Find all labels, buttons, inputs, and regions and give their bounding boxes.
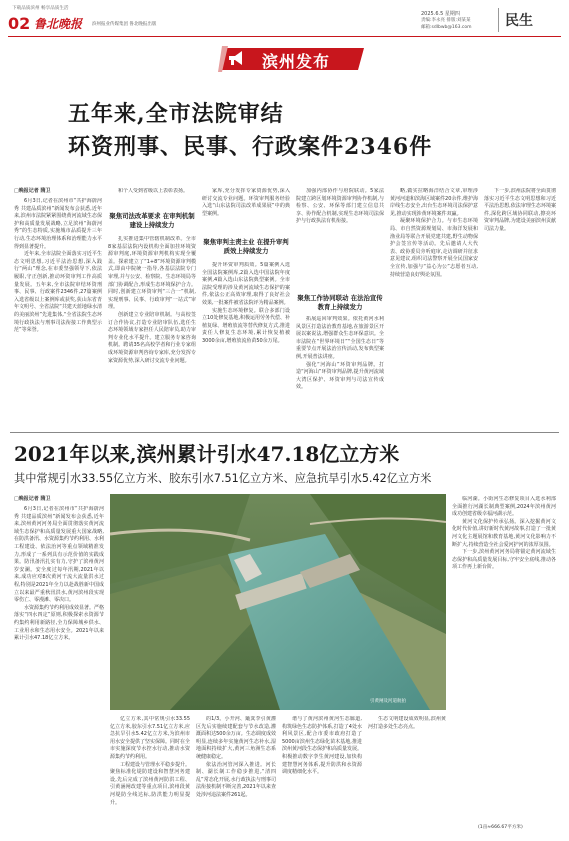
article2-col1-text2: 水资源集约节约利用成效显著。严格落实“四水四定”原则,积极探索水资源节约集约利用新路径,全力保障城乡供水、工业用水和生态用水安全。2021年以来累计引水47.18亿立方米。	[14, 604, 104, 642]
article2-subtitle: 其中常规引水33.55亿立方米、胶东引水7.51亿立方米、应急抗旱引水5.42亿立方米	[14, 472, 432, 485]
article1-subheading-3: 聚焦工作协同联动 在法治宣传教育上持续发力	[297, 294, 383, 311]
aerial-photo	[110, 494, 446, 710]
article2-col5-text: 临河湖。小街河生态修复项目入选水利部全面推行河湖长制典型案例,2024年滨州黄河成功创建省级幸福河湖示范。	[452, 496, 556, 518]
paper-name-logo: 鲁北晚报	[34, 17, 83, 31]
masthead-rule	[8, 36, 561, 37]
article1-lead2: 近年来,全市法院全面落实习近平生态文明思想,习近平法治思想,深入践行“两山”理念,在市委坚强领导下,依法履职,守正创新,推动环资审判工作高质量发展。五年来,全市法院审结环资刑事、民事、行政案件2346件,27篇案例入选省级以上案例库或获奖,获山东省青年文明号、全省法院“共建天蓝地绿水清的美丽滨州”先进集体,“全省法院生态环境行政执法与刑事司法衔接工作典型示范”等荣誉。	[14, 251, 102, 334]
article2-title: 2021年以来,滨州累计引水47.18亿立方米	[14, 442, 400, 466]
editor-line: 责编:李永亮 排版:刘某某	[421, 18, 471, 23]
footnote: (1亩≈666.67平方米)	[478, 825, 523, 830]
article1-column-3	[202, 188, 290, 238]
publisher-info: 滨州报业传媒集团 鲁北晚报出版	[92, 22, 157, 27]
article1-column-6	[484, 188, 556, 428]
article2-col4-text: 谐与了黄河滨州黄河生态廊道,构筑绿色生态防护体系,打造了4处水利风景区,配合市委市政府打造了5000亩滨州生态绿化苗木基地,推进滨州黄河段生态保护和高质量发展。积极推动数字孪生黄河建设,加快构建智慧河务体系,提升防洪和水资源调度精细化水平。	[282, 716, 362, 776]
article1-byline: □晚报记者 隋卫	[14, 188, 51, 194]
article2-column-1	[14, 506, 104, 828]
article2-column-2	[110, 716, 190, 828]
banner-label: 滨州发布	[262, 52, 331, 71]
article1-col4-text2: 拓展巡回审判效果。依托黄河水利风景区打造法治教育基地,在旅游景区开展以案说法,增强群众生态环保意识。全市法院在“世界环境日”“全国生态日”等重要节点开展法治宣传活动,发布典型案例,开展普法讲座。	[296, 316, 384, 360]
article1-column-4b	[296, 316, 384, 428]
article1-subheading-2: 聚焦审判主责主业 在提升审判质效上持续发力	[203, 238, 289, 255]
section-divider	[498, 8, 499, 32]
article2-column-6	[452, 496, 556, 822]
masthead-tagline: 下载品质滨州 畅享品质生活	[12, 6, 69, 11]
megaphone-icon	[226, 48, 246, 68]
article1-col4-text3: 强化“河海山”环资审判品牌。打造“河海山”环资审判品牌,提升黄河流域大湾区保护、环资审判与司法宣传成效。	[296, 361, 384, 391]
article1-column-3b	[202, 262, 290, 428]
article1-col3-text3: 实施生态环境修复。联合多部门设立10处修复基地,积极运用劳务代偿、补植复绿、增殖放流等替代修复方式,推进责任人修复生态环境,累计恢复植被3000余亩,增殖放流鱼苗50余万尾。	[202, 307, 290, 344]
article2-col5-text2: 黄河文化保护传承弘扬。深入挖掘黄河文化时代价值,讲好新时代黄河故事,打造了一批黄河文化主题展馆和教育基地,黄河文化影响力不断扩大,持续营造全社会爱河护河的浓厚氛围。	[452, 518, 556, 548]
article1-col5-text3: 下一步,滨州法院将全面贯彻落实习近平生态文明思想和习近平法治思想,依法审理生态环境案件,深化跨区域协同联动,擦亮环资审判品牌,为建设美丽滨州贡献司法力量。	[484, 188, 556, 232]
article1-col5-text: 略,做实拉略海洋结合文章,审理涉黄河河道和滨海区域案件20余件,维护海岸线生态安全,出台生态环境司法保护意见,推动实现涉黄环境案件双赢。	[390, 188, 478, 217]
page-number: 02	[8, 14, 31, 33]
article2-col5-text3: 下一步,滨州黄河河务局将锚定黄河流域生态保护和高质量发展目标,守牢安全底线,推动各项工作再上新台阶。	[452, 549, 556, 571]
article1-col2-text: 和个人受到省级以上表彰表扬。	[118, 188, 189, 194]
article2-col3-text: 的1/3。小开河、簸箕李引黄灌区先后实施续建配套与节水改造,灌溉面积达500余万亩。生态调度成效明显,连续多年实施黄河生态补水,湿地面积持续扩大,黄河三角洲生态系统健康稳定。	[196, 716, 276, 760]
article1-subheading-1: 聚焦司法改革要求 在审判机制建设上持续发力	[109, 212, 195, 229]
article1-column-4	[296, 188, 384, 246]
article2-col2-text: 亿立方米,其中常规引水33.55亿立方米,胶东引水7.51亿立方米,应急抗旱引水5.42亿立方米,为滨州市用水安全提供了坚实保障。同时在全市实施深度节水控水行动,推动水资源集约节约利用。	[110, 716, 190, 760]
date: 2025.6.5 星期四	[421, 11, 460, 17]
article1-col5-text2: 凝聚环境保护合力。与市生态环境局、市自然资源规划局、市海洋发展和渔业局等联合开展党建共建,野生动物保护会签宣传等活动。先后邀请人大代表、政协委员旁听庭审,走访调研并征求意见建议,组织司法警察开展全民国家安全宣传,加强与“益心为公”志愿者互动,持续营造良好舆论氛围。	[390, 218, 478, 278]
article1-column-1	[14, 198, 102, 428]
photo-caption: 引黄闸及河道航拍	[370, 699, 406, 704]
article2-col4-text2: 生态文明建设成效明显,滨州黄河打造多处生态亮点。	[368, 716, 446, 730]
article1-column-5	[390, 188, 478, 428]
section-label: 民生	[505, 13, 533, 29]
article2-column-3	[196, 716, 276, 828]
article2-col1-text: 6月3日,记者在滨州市“共护海蔚河秀 共建品质滨州”新闻发布会获悉,近年来,滨州黄河河务局全面贯彻落实黄河流域生态保护和高质量发展重大国家战略,在防洪备汛、水资源集约节约利用、水利工程建设、依法治河等重点领域精准发力,形成了一系列具有示范价值的实践成果。防汛备汛扎实有力,守护了滨州黄河岁安澜。安全度过每年汛期,2021年以来,成功应对8次黄河干流大流量洪水过程,特别是2021年全力以赴战胜新中国成立以来最严重秋汛洪水,黄河滨州段实现零伤亡、零漫滩、零决口。	[14, 506, 104, 604]
article-divider	[10, 432, 559, 433]
article1-col2-text2: 扎实推进集中管辖机制改革。全市8家基层法院内设机构全面加挂环境资源审判庭,环境资源审判机构实现全覆盖。探索建立了“1+8”环境资源审判模式,即由中院统一指导,各基层法院专门审理,并与公安、检察院、生态环境局等部门协调配合,形成生态环境保护合力。同时,创新建立环资审判“三合一”机制,实现刑事、民事、行政审判“一站式”审理。	[108, 236, 196, 311]
article1-col3-text2: 提升环资审判质效。5篇案例入选全国法院案例库,2篇入选中国法院年度案例,4篇入选山东法院典型案例。全市法院受理的涉及黄河流域生态保护的案件,依法公正高效审理,取得了良好社会效果,一批案件被省法院评为精品案例。	[202, 262, 290, 306]
article1-col3-text: 家库,充分发挥专家资源优势,深入研讨交流专业问题。环资审判服务经验入选“山东法院司法改革成果展”中的典型案例。	[202, 188, 290, 217]
article1-col2-text3: 创新建立专业陪审机制。与高校签订合作协议,打造专业陪审队伍,选任生态环境领域专家担任人民陪审员,助力审判专业化水平提升。建立服务专家咨询机制。聘请35名高校学者和行业专家组成环境资源审判咨询专家库,充分发挥专家资源优势,深入研讨交流专业问题。	[108, 311, 196, 364]
article1-title-line2: 环资刑事、民事、行政案件2346件	[68, 134, 433, 160]
article1-column-2b	[108, 236, 196, 428]
article1-lead: 6月3日,记者在滨州市“共护海蔚河秀 共建品质滨州”新闻发布会获悉,近年来,滨州市法院紧紧围绕黄河流域生态保护和高质量发展战略,立足滨州“海蔚河秀”的生态特质,实施城市品质提升三年行动,生态环境治理体系和治理能力水平得到显著提升。	[14, 198, 102, 250]
article2-column-5	[368, 716, 446, 828]
article1-col4-text: 加强内部协作与府院联动。5家法院建立跨区划环境资源审判协作机制,与检察、公安、环保等部门建立信息共享、协作配合机制,实现生态环境司法保护与行政执法有机衔接。	[296, 188, 384, 225]
article2-byline: □晚报记者 隋卫	[14, 496, 51, 502]
article2-column-4	[282, 716, 362, 828]
email: 邮箱:sdlbwb@163.com	[421, 25, 472, 30]
article2-col3-text2: 依法治河管河深入推进。河长制、湖长制工作稳步推进,“清四乱”常态化开展,水行政执法与刑事司法衔接机制不断完善,2021年以来查处涉河违法案件261起。	[196, 761, 276, 798]
article2-col2-text2: 工程建设与管理水平稳步提升。聚焦标准化堤防建设和智慧河务建设,先后完成了滨州黄河防洪工程、引黄涵闸改建等重点项目,滨州段黄河堤防全线达标,防洪能力明显提升。	[110, 761, 190, 806]
article1-title-line1: 五年来,全市法院审结	[68, 101, 284, 127]
